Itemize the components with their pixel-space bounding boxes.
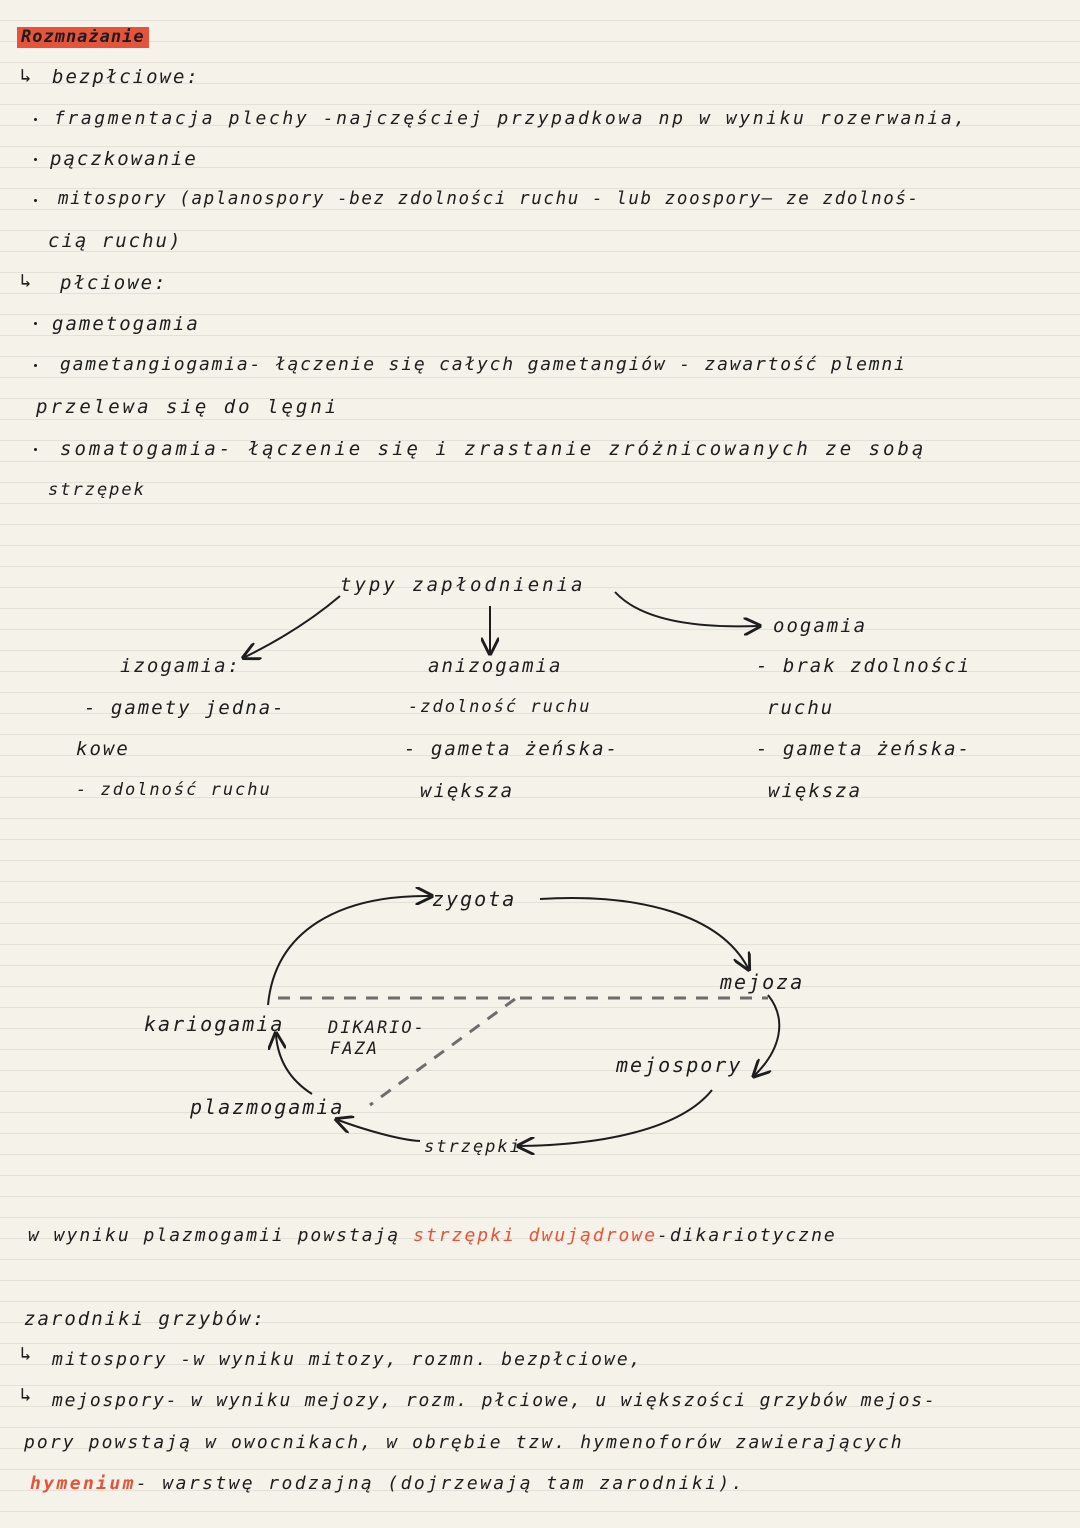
meiospores-def: mejospory- w wyniku mejozy, rozm. płciowe, u większości grzybów mejos- bbox=[52, 1390, 937, 1411]
hyphae-label: strzępki bbox=[424, 1137, 522, 1157]
mitospores-text: mitospory (aplanospory -bez zdolności ruchu - lub zoospory— ze zdolnoś- bbox=[58, 189, 920, 209]
somatogamy-text: somatogamia- łączenie się i zrastanie zróżnicowanych ze sobą bbox=[60, 438, 927, 460]
budding-text: pączkowanie bbox=[50, 148, 198, 170]
mitospores-def: mitospory -w wyniku mitozy, rozmn. bezpłciowe, bbox=[52, 1349, 643, 1370]
hymenium-def: - warstwę rodzajną (dojrzewają tam zarodniki). bbox=[135, 1473, 745, 1494]
anizogamy-title: anizogamia bbox=[428, 655, 563, 677]
arrow-hyphae-plasmogamy bbox=[338, 1120, 420, 1141]
anizogamy-line: -zdolność ruchu bbox=[408, 697, 592, 717]
arrow-meiospores-hyphae bbox=[520, 1090, 712, 1146]
sexual-title: płciowe: bbox=[60, 272, 168, 294]
gametangiogamy-text: gametangiogamia- łączenie się całych gametangiów - zawartość plemni bbox=[60, 354, 907, 375]
oogamy-line: ruchu bbox=[767, 697, 835, 719]
arrow-to-izogamy bbox=[245, 596, 340, 657]
fragmentation-text: fragmentacja plechy -najczęściej przypadkowa np w wyniku rozerwania, bbox=[54, 108, 968, 129]
arrow-meiosis-meiospores bbox=[755, 995, 779, 1075]
arrow-icon: ↳ bbox=[20, 270, 34, 292]
izogamy-title: izogamia: bbox=[120, 655, 241, 677]
arrow-icon: ↳ bbox=[20, 1384, 34, 1406]
gametogamy-text: gametogamia bbox=[52, 313, 200, 335]
izogamy-line: - gamety jedna- bbox=[84, 697, 286, 719]
fert-types-title: typy zapłodnienia bbox=[340, 574, 586, 596]
plasmogamy-label: plazmogamia bbox=[190, 1095, 345, 1119]
dikaryophase-label-cont: FAZA bbox=[330, 1039, 379, 1059]
zygote-label: zygota bbox=[432, 887, 517, 911]
gametangiogamy-text-cont: przelewa się do lęgni bbox=[36, 396, 340, 418]
meiospores-label: mejospory bbox=[616, 1053, 743, 1077]
oogamy-line: większa bbox=[768, 780, 863, 802]
summary-text: -dikariotyczne bbox=[657, 1225, 837, 1246]
mitospores-text-cont: cią ruchu) bbox=[48, 230, 183, 252]
summary-highlight: strzępki bbox=[413, 1225, 516, 1246]
summary-line bbox=[28, 1227, 837, 1245]
spores-title: zarodniki grzybów: bbox=[24, 1308, 266, 1330]
meiosis-label: mejoza bbox=[720, 970, 805, 994]
izogamy-line: kowe bbox=[76, 738, 130, 760]
arrow-icon: ↳ bbox=[20, 65, 34, 87]
arrow-to-oogamy bbox=[615, 592, 758, 626]
karyogamy-label: kariogamia bbox=[144, 1012, 285, 1036]
summary-highlight: dwujądrowe bbox=[528, 1225, 658, 1246]
anizogamy-line: większa bbox=[420, 780, 515, 802]
arrow-kariogamy-zygote bbox=[268, 896, 430, 1005]
dikaryophase-label: DIKARIO- bbox=[328, 1018, 426, 1038]
oogamy-line: - brak zdolności bbox=[756, 655, 972, 677]
dikaryo-dashed-diagonal bbox=[370, 999, 515, 1105]
arrow-plasmogamy-kariogamy bbox=[276, 1035, 312, 1094]
anizogamy-line: - gameta żeńska- bbox=[404, 738, 620, 760]
somatogamy-text-cont: strzępek bbox=[48, 480, 146, 500]
hymenium-term: hymenium bbox=[30, 1473, 136, 1494]
summary-text: w wyniku plazmogamii powstają bbox=[28, 1225, 401, 1246]
page-heading: Rozmnażanie bbox=[17, 27, 149, 48]
arrow-zygote-meiosis bbox=[540, 898, 748, 968]
meiospores-def-cont bbox=[30, 1475, 745, 1493]
arrow-icon: ↳ bbox=[20, 1343, 34, 1365]
meiospores-def-cont: pory powstają w owocnikach, w obrębie tzw. hymenoforów zawierających bbox=[24, 1432, 904, 1453]
oogamy-title: oogamia bbox=[773, 615, 868, 637]
izogamy-line: - zdolność ruchu bbox=[76, 780, 272, 800]
asexual-title: bezpłciowe: bbox=[52, 66, 200, 88]
oogamy-line: - gameta żeńska- bbox=[756, 738, 972, 760]
